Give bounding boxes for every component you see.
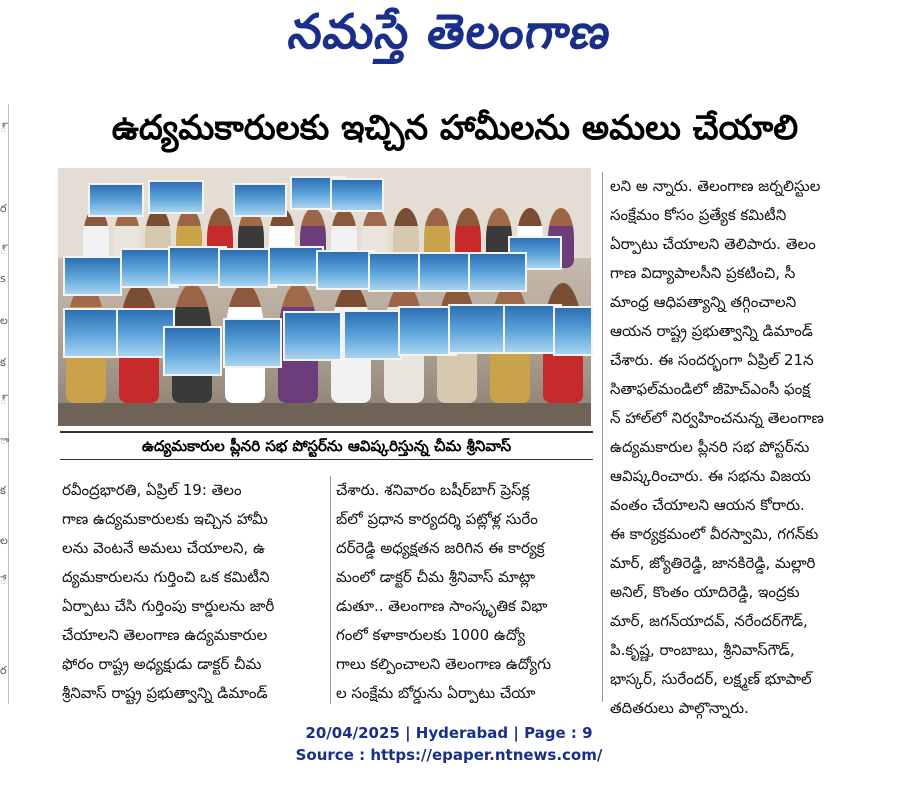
article-text-line: న్ హాల్‌లో నిర్వహించనున్న తెలంగాణ (610, 409, 824, 427)
photo-poster (63, 256, 122, 296)
article-text-line: పి.కృష్ణ, రాంబాబు, శ్రీనివాస్‌గౌడ్, (610, 641, 795, 659)
photo-poster (330, 178, 384, 212)
article-text-line: బ్‌లో ప్రధాన కార్యదర్శి పట్లోళ్ల సురేం (336, 510, 538, 528)
photo-poster (343, 310, 402, 360)
article-text-line: మార్, జగన్‌యాదవ్, నరేందర్‌గౌడ్, (610, 612, 808, 630)
article-text-line: ద్యమకారులను గుర్తించి ఒక కమిటీని (62, 568, 270, 586)
photo-poster (163, 326, 222, 376)
article-column-right (610, 172, 872, 717)
article-text-line: ఏర్పాటు చేసి గుర్తింపు కార్డులను జారీ (62, 597, 275, 615)
article-text-line: భాస్కర్, సురేందర్, లక్ష్మణ్ భూపాల్ (610, 670, 812, 688)
article-text-line: డుతూ.. తెలంగాణ సాంస్కృతిక విభా (336, 597, 548, 615)
edge-fragment: క (0, 484, 6, 497)
article-text-line: గాణ విద్యాపాలసీని ప్రకటించి, సీ (610, 264, 796, 282)
photo-poster (233, 183, 287, 217)
article-text-line: మంలో డాక్టర్ చీమ శ్రీనివాస్ మాట్లా (336, 568, 536, 586)
photo-poster (316, 250, 375, 290)
edge-fragment: ే (0, 574, 7, 587)
footer-date-line: 20/04/2025 | Hyderabad | Page : 9 (305, 724, 593, 742)
article-text-line: దర్‌రెడ్డి అధ్యక్షతన జరిగిన ఈ కార్యక్ర (336, 539, 545, 557)
article-text-line: అనిల్, కొంతం యాదిరెడ్డి, ఇంద్రకు (610, 583, 800, 601)
footer-source-line: Source : https://epaper.ntnews.com/ (295, 746, 603, 764)
column-divider-left (330, 476, 331, 704)
edge-fragment: ర (0, 202, 7, 215)
article-column-left (62, 476, 324, 706)
article-text-line: రవీంద్రభారతి, ఏప్రిల్ 19: తెలం (62, 481, 242, 499)
edge-fragment: ర (0, 664, 7, 677)
article-text-line: లని అ న్నారు. తెలంగాణ జర్నలిస్టుల (610, 177, 821, 195)
edge-fragment: ్ (0, 394, 7, 407)
article-text-line: లను వెంటనే అమలు చేయాలని, ఉ (62, 539, 265, 557)
footer (0, 722, 898, 766)
article-text-line: చేశారు. ఈ సందర్భంగా ఏప్రిల్ 21న (610, 351, 814, 369)
photo-poster (553, 306, 593, 356)
masthead (0, 0, 898, 78)
article-text-line: వంతం చేయాలని ఆయన కోరారు. (610, 496, 805, 514)
article-headline: ఉద్యమకారులకు ఇచ్చిన హామీలను అమలు చేయాలి (111, 108, 799, 148)
article-text-line: ల సంక్షేమ బోర్డును ఏర్పాటు చేయా (336, 684, 536, 702)
photo-poster (223, 318, 282, 368)
article-text-line: గంలో కళాకారులకు 1000 ఉద్యో (336, 626, 526, 644)
edge-fragment: ల (0, 534, 8, 547)
article-text-line: మాంధ్ర ఆధిపత్యాన్ని తగ్గించాలని (610, 293, 797, 311)
edge-fragment: క (0, 356, 6, 369)
photo-poster (448, 304, 507, 354)
article-text-line: ఈ కార్యక్రమంలో వీరస్వామి, గగన్‌కు (610, 525, 819, 543)
article-photo (58, 168, 591, 426)
photo-floor (58, 403, 591, 426)
article-text-line: తదితరులు పాల్గొన్నారు. (610, 699, 749, 717)
edge-fragment: ్ (0, 244, 7, 257)
edge-fragment: ా (0, 434, 10, 447)
column-divider-right (602, 172, 603, 702)
article-column-middle (336, 476, 594, 706)
edge-fragment: s (0, 272, 6, 285)
article-text-line: చేశారు. శనివారం బషీర్‌బాగ్ ప్రెస్‌క్ల (336, 481, 530, 499)
edge-fragment: ల (0, 314, 8, 327)
article-text-line: మార్, జ్యోతిరెడ్డి, జానకిరెడ్డి, మల్లారి (610, 554, 816, 572)
photo-poster (468, 252, 527, 292)
photo-poster (283, 311, 342, 361)
photo-poster (88, 183, 144, 217)
article-text-line: చేయాలని తెలంగాణ ఉద్యమకారుల (62, 626, 268, 644)
article-text-line: గాణ ఉద్యమకారులకు ఇచ్చిన హామీ (62, 510, 268, 528)
photo-poster (63, 308, 122, 358)
edge-fragment: ్ (0, 122, 7, 135)
article-text-line: ఏర్పాటు చేయాలని తెలిపారు. తెలం (610, 235, 816, 253)
masthead-title: నమస్తే తెలంగాణ (284, 4, 616, 60)
article-text-line: శ్రీనివాస్ రాష్ట్ర ప్రభుత్వాన్ని డిమాండ్ (62, 684, 268, 702)
article-text-line: ఫోరం రాష్ట్ర అధ్యక్షుడు డాక్టర్ చీమ (62, 655, 262, 673)
article-text-line: ఆవిష్కరించారు. ఈ సభను విజయ (610, 467, 811, 485)
photo-caption: ఉద్యమకారుల ప్లీనరి సభ పోస్టర్‌ను ఆవిష్కరిస్తున్న చీమ శ్రీనివాస్ (60, 431, 593, 460)
adjacent-page-edge (0, 104, 9, 704)
article-text-line: సితాఫల్‌మండిలో జీహెచ్‌ఎంసీ ఫంక్ష (610, 380, 811, 398)
article-text-line: ఉద్యమకారుల ప్లీనరి సభ పోస్టర్‌ను (610, 438, 810, 456)
article-text-line: ఆయన రాష్ట్ర ప్రభుత్వాన్ని డిమాండ్ (610, 322, 813, 340)
article-text-line: గాలు కల్పించాలని తెలంగాణ ఉద్యోగు (336, 655, 552, 673)
article-text-line: సంక్షేమం కోసం ప్రత్యేక కమిటీని (610, 206, 787, 224)
photo-poster (148, 180, 204, 214)
